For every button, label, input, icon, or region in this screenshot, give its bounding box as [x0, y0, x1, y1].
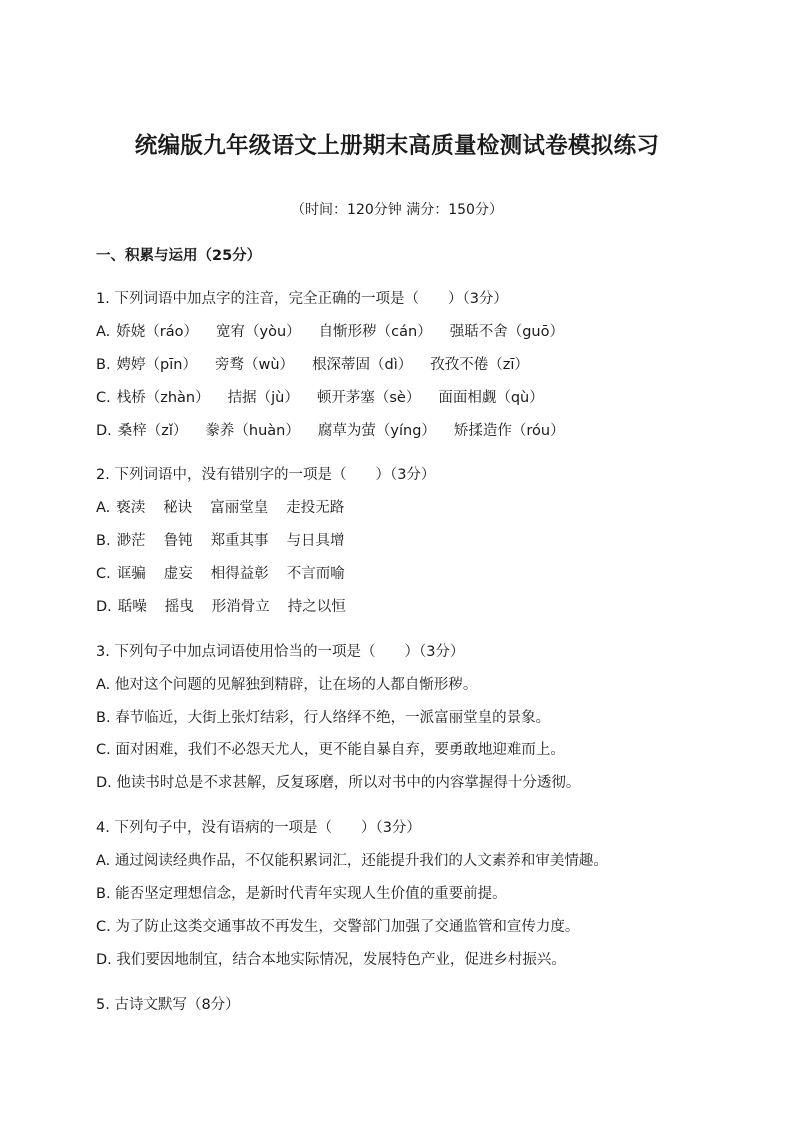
option-label: B.: [96, 357, 111, 373]
option-item: 走投无路: [286, 500, 345, 516]
question-1-option-b: [96, 355, 529, 375]
option-label: C.: [96, 566, 111, 582]
option-item: 宽宥（yòu）: [216, 324, 301, 340]
section-heading: 一、积累与运用（25分）: [96, 248, 262, 264]
option-item: 形消骨立: [211, 599, 270, 615]
option-label: A.: [96, 324, 111, 340]
option-label: D.: [96, 423, 112, 439]
question-5-stem: 5. 古诗文默写（8分）: [96, 997, 240, 1013]
option-item: 自惭形秽（cán）: [318, 324, 432, 340]
option-label: B.: [96, 533, 111, 549]
option-label: A.: [96, 500, 111, 516]
option-item: 摇曳: [164, 599, 194, 615]
option-item: 面面相觑（qù）: [438, 390, 544, 406]
option-item: 相得益彰: [210, 566, 269, 582]
option-item: 富丽堂皇: [210, 500, 269, 516]
option-item: 虚妄: [163, 566, 193, 582]
option-item: 矫揉造作（róu）: [453, 423, 565, 439]
question-3-option-c: C. 面对困难，我们不必怨天尤人，更不能自暴自弃，要勇敢地迎难而上。: [96, 742, 565, 758]
option-item: 豢养（huàn）: [205, 423, 300, 439]
option-label: C.: [96, 390, 111, 406]
question-3-option-d: D. 他读书时总是不求甚解，反复琢磨，所以对书中的内容掌握得十分透彻。: [96, 775, 581, 791]
option-item: 渺茫: [116, 533, 146, 549]
option-item: 栈桥（zhàn）: [116, 390, 210, 406]
option-item: 亵渎: [116, 500, 146, 516]
question-1-option-a: [96, 322, 564, 342]
question-2-stem: 2. 下列词语中，没有错别字的一项是（ ）（3分）: [96, 467, 436, 483]
question-3-option-b: B. 春节临近，大街上张灯结彩，行人络绎不绝，一派富丽堂皇的景象。: [96, 710, 551, 726]
question-2-option-d: [96, 597, 346, 617]
option-item: 与日具增: [286, 533, 345, 549]
question-3-option-a: A. 他对这个问题的见解独到精辟，让在场的人都自惭形秽。: [96, 677, 478, 693]
option-item: 娇娆（ráo）: [116, 324, 198, 340]
option-item: 旁骛（wù）: [215, 357, 295, 373]
option-item: 秘诀: [163, 500, 193, 516]
question-3-stem: 3. 下列句子中加点词语使用恰当的一项是（ ）（3分）: [96, 644, 465, 660]
option-label: D.: [96, 599, 112, 615]
question-4-stem: 4. 下列句子中，没有语病的一项是（ ）（3分）: [96, 820, 421, 836]
question-2-option-c: [96, 564, 345, 584]
question-4-option-d: D. 我们要因地制宜，结合本地实际情况，发展特色产业，促进乡村振兴。: [96, 952, 566, 968]
option-item: 根深蒂固（dì）: [312, 357, 413, 373]
option-item: 持之以恒: [287, 599, 346, 615]
question-4-option-c: C. 为了防止这类交通事故不再发生，交警部门加强了交通监管和宣传力度。: [96, 919, 580, 935]
question-1-option-d: [96, 421, 565, 441]
option-item: 聒噪: [117, 599, 147, 615]
option-item: 顿开茅塞（sè）: [316, 390, 421, 406]
option-item: 郑重其事: [210, 533, 269, 549]
question-2-option-b: [96, 531, 345, 551]
option-item: 鲁钝: [163, 533, 193, 549]
option-item: 孜孜不倦（zī）: [430, 357, 529, 373]
question-1-option-c: [96, 388, 544, 408]
page-title: 统编版九年级语文上册期末高质量检测试卷模拟练习: [134, 133, 660, 159]
question-4-option-a: A. 通过阅读经典作品，不仅能积累词汇，还能提升我们的人文素养和审美情趣。: [96, 853, 608, 869]
option-item: 强聒不舍（guō）: [449, 324, 564, 340]
option-item: 不言而喻: [286, 566, 345, 582]
option-item: 桑梓（zǐ）: [117, 423, 188, 439]
option-item: 腐草为萤（yíng）: [317, 423, 436, 439]
option-item: 诓骗: [116, 566, 146, 582]
question-4-option-b: B. 能否坚定理想信念，是新时代青年实现人生价值的重要前提。: [96, 886, 507, 902]
option-item: 拮据（jù）: [227, 390, 299, 406]
question-2-option-a: [96, 498, 344, 518]
question-1-stem: 1. 下列词语中加点字的注音，完全正确的一项是（ ）（3分）: [96, 291, 508, 307]
option-item: 娉婷（pīn）: [116, 357, 197, 373]
exam-info: （时间：120分钟 满分：150分）: [291, 202, 503, 218]
